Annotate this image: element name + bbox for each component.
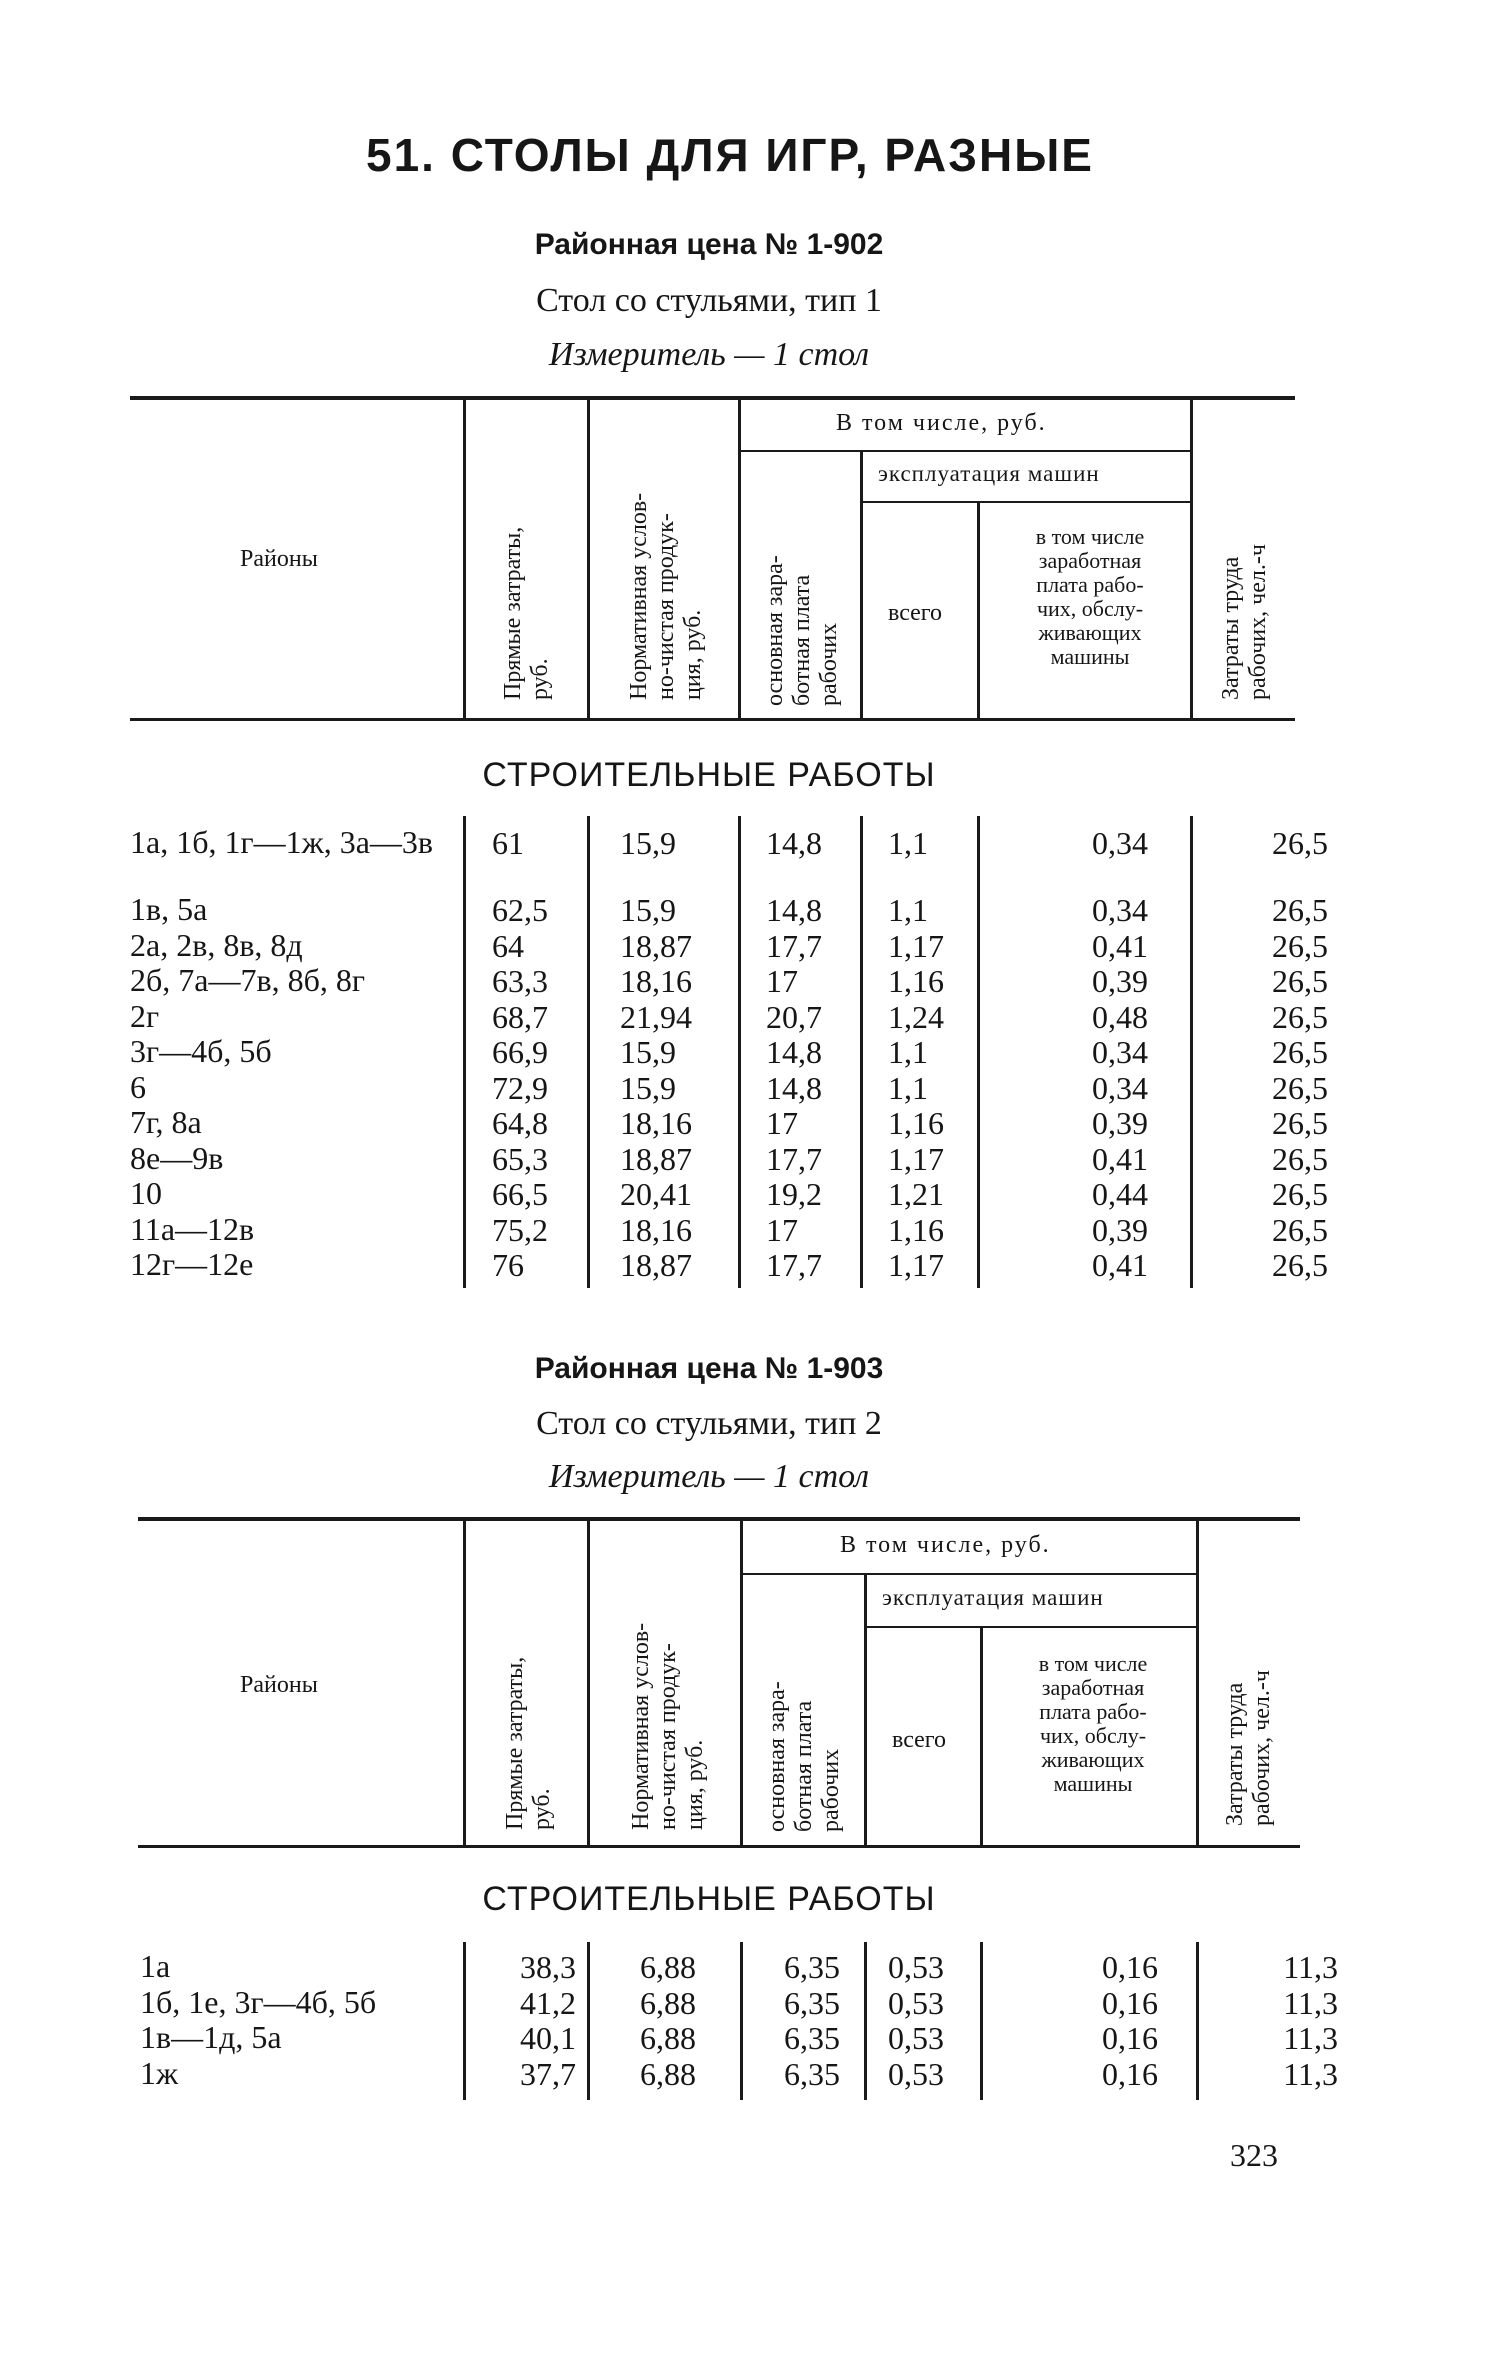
works-title: СТРОИТЕЛЬНЫЕ РАБОТЫ: [482, 756, 936, 794]
cell-machine: 0,53: [888, 2020, 944, 2056]
table-row: [130, 1210, 1330, 1249]
column-divider: [860, 452, 863, 718]
column-divider: [740, 1521, 743, 1845]
cell-direct: 64: [492, 927, 524, 964]
header-direct-costs: Прямые затраты, руб.: [500, 526, 553, 700]
item-subtitle: Стол со стульями, тип 1: [536, 282, 882, 319]
cell-region: 1в, 5а: [130, 891, 208, 927]
column-divider: [463, 1521, 466, 1845]
cell-direct: 38,3: [520, 1949, 576, 1985]
cell-labor: 11,3: [1283, 1984, 1338, 2021]
cell-region: 1б, 1е, 3г—4б, 5б: [140, 1983, 377, 2020]
cell-machine: 1,21: [888, 1176, 944, 1212]
column-divider: [738, 400, 741, 718]
cell-direct: 68,7: [492, 998, 548, 1035]
column-divider: [587, 1521, 590, 1845]
header-labor: Затраты труда рабочих, чел.-ч: [1222, 1670, 1275, 1826]
cell-region: 10: [130, 1175, 162, 1211]
cell-region: 12г—12е: [130, 1246, 254, 1282]
cell-machine-wage: 0,34: [1092, 1069, 1148, 1106]
header-bottom-rule: [138, 1845, 1300, 1848]
cell-labor: 26,5: [1272, 1140, 1328, 1177]
meter-label: Измеритель — 1 стол: [548, 1458, 870, 1495]
cell-base: 17: [766, 963, 798, 999]
table-row: [140, 1950, 1340, 1986]
header-machine-total: всего: [892, 1727, 947, 1753]
cell-direct: 66,5: [492, 1176, 548, 1212]
cell-labor: 26,5: [1272, 927, 1328, 964]
cell-labor: 11,3: [1283, 2055, 1338, 2092]
cell-machine-wage: 0,34: [1092, 825, 1148, 861]
cell-labor: 11,3: [1283, 1949, 1338, 1985]
cell-norm: 6,88: [640, 1984, 696, 2021]
page-number: 323: [1230, 2137, 1278, 2173]
cell-machine: 0,53: [888, 1984, 944, 2021]
cell-labor: 11,3: [1283, 2020, 1338, 2056]
column-divider: [864, 1575, 867, 1845]
works-title: СТРОИТЕЛЬНЫЕ РАБОТЫ: [482, 1880, 936, 1918]
cell-norm: 18,87: [620, 1140, 692, 1177]
header-machine-total: всего: [888, 600, 943, 626]
cell-machine: 1,17: [888, 1247, 944, 1283]
price-title: Районная цена № 1-902: [534, 228, 884, 261]
header-normative-output: Нормативная услов- но-чистая продук- ция, руб.: [626, 492, 706, 700]
cell-machine: 1,16: [888, 963, 944, 999]
header-base-wage: основная зара- ботная плата рабочих: [764, 1681, 844, 1832]
cell-base: 17: [766, 1211, 798, 1248]
cell-machine-wage: 0,41: [1092, 927, 1148, 964]
cell-region: 7г, 8а: [130, 1104, 202, 1140]
cell-norm: 15,9: [620, 1069, 676, 1106]
cell-region: 11а—12в: [130, 1210, 255, 1247]
cell-machine: 1,16: [888, 1211, 944, 1248]
cell-norm: 6,88: [640, 2020, 696, 2056]
meter-label: Измеритель — 1 стол: [548, 336, 870, 373]
column-divider: [463, 400, 466, 718]
header-regions: Районы: [240, 1672, 318, 1698]
header-direct-costs: Прямые затраты, руб.: [502, 1656, 555, 1830]
table-row: [140, 1983, 1340, 2022]
cell-machine: 1,16: [888, 1105, 944, 1141]
table-row: [140, 2021, 1340, 2057]
cell-machine-wage: 0,16: [1102, 2055, 1158, 2092]
cell-norm: 21,94: [620, 998, 692, 1035]
cell-base: 17,7: [766, 1140, 822, 1177]
cell-machine: 1,24: [888, 998, 944, 1035]
cell-direct: 65,3: [492, 1140, 548, 1177]
including-rule: [742, 1573, 1198, 1575]
cell-machine: 1,1: [888, 892, 928, 928]
cell-labor: 26,5: [1272, 1069, 1328, 1106]
header-normative-output: Нормативная услов- но-чистая продук- ция, руб.: [628, 1622, 708, 1830]
cell-machine-wage: 0,39: [1092, 1105, 1148, 1141]
cell-region: 2а, 2в, 8в, 8д: [130, 926, 303, 963]
cell-direct: 64,8: [492, 1105, 548, 1141]
cell-machine-wage: 0,41: [1092, 1140, 1148, 1177]
cell-labor: 26,5: [1272, 1211, 1328, 1248]
cell-machine: 1,1: [888, 1069, 928, 1106]
cell-direct: 63,3: [492, 963, 548, 999]
cell-norm: 15,9: [620, 1034, 676, 1070]
cell-machine-wage: 0,41: [1092, 1247, 1148, 1283]
cell-machine-wage: 0,34: [1092, 892, 1148, 928]
data-rows: [140, 1950, 1340, 2092]
cell-base: 14,8: [766, 1069, 822, 1106]
cell-direct: 62,5: [492, 892, 548, 928]
header-labor: Затраты труда рабочих, чел.-ч: [1218, 544, 1271, 700]
page-title: 51. СТОЛЫ ДЛЯ ИГР, РАЗНЫЕ: [365, 129, 1094, 181]
cell-labor: 26,5: [1272, 1247, 1328, 1283]
cell-base: 17,7: [766, 1247, 822, 1283]
column-divider: [977, 503, 980, 718]
item-subtitle: Стол со стульями, тип 2: [536, 1405, 882, 1442]
cell-machine: 1,17: [888, 1140, 944, 1177]
cell-machine: 1,1: [888, 825, 928, 861]
table-row: [130, 1068, 1330, 1107]
cell-labor: 26,5: [1272, 892, 1328, 928]
header-machine-wage: в том числе заработная плата рабо- чих, обслу- живающих машины: [1038, 1651, 1148, 1796]
cell-machine: 0,53: [888, 2055, 944, 2092]
table-row: [130, 1248, 1330, 1284]
cell-norm: 15,9: [620, 892, 676, 928]
cell-direct: 75,2: [492, 1211, 548, 1248]
header-regions: Районы: [240, 546, 318, 572]
cell-direct: 40,1: [520, 2020, 576, 2056]
cell-region: 8е—9в: [130, 1139, 224, 1176]
table-row: [140, 2054, 1340, 2093]
machine-rule: [866, 1626, 1198, 1628]
cell-region: 3г—4б, 5б: [130, 1033, 272, 1069]
header-machine-operation: эксплуатация машин: [878, 461, 1100, 486]
cell-base: 17: [766, 1105, 798, 1141]
cell-region: 1в—1д, 5а: [140, 2019, 282, 2055]
cell-machine-wage: 0,44: [1092, 1176, 1148, 1212]
cell-direct: 76: [492, 1247, 524, 1283]
table-row: [130, 997, 1330, 1036]
cell-machine: 1,1: [888, 1034, 928, 1070]
cell-machine-wage: 0,16: [1102, 1984, 1158, 2021]
cell-norm: 6,88: [640, 1949, 696, 1985]
header-including: В том числе, руб.: [836, 410, 1047, 436]
cell-labor: 26,5: [1272, 825, 1328, 861]
cell-machine-wage: 0,34: [1092, 1034, 1148, 1070]
cell-base: 6,35: [784, 2020, 840, 2056]
cell-region: 1а, 1б, 1г—1ж, 3а—3в: [130, 824, 434, 860]
table-row: [130, 1106, 1330, 1142]
cell-region: 2г: [130, 997, 160, 1034]
cell-labor: 26,5: [1272, 963, 1328, 999]
machine-rule: [862, 501, 1192, 503]
header-machine-operation: эксплуатация машин: [882, 1585, 1104, 1610]
cell-machine: 1,17: [888, 927, 944, 964]
cell-base: 17,7: [766, 927, 822, 964]
cell-norm: 18,16: [620, 1211, 692, 1248]
header-machine-wage: в том числе заработная плата рабо- чих, обслу- живающих машины: [1035, 524, 1145, 669]
cell-base: 14,8: [766, 1034, 822, 1070]
cell-base: 6,35: [784, 1949, 840, 1985]
header-base-wage: основная зара- ботная плата рабочих: [762, 555, 842, 706]
header-bottom-rule: [130, 718, 1295, 721]
cell-region: 2б, 7а—7в, 8б, 8г: [130, 962, 365, 998]
cell-direct: 37,7: [520, 2055, 576, 2092]
cell-labor: 26,5: [1272, 1034, 1328, 1070]
cell-machine-wage: 0,39: [1092, 1211, 1148, 1248]
table-row: [130, 964, 1330, 1000]
cell-direct: 72,9: [492, 1069, 548, 1106]
cell-base: 20,7: [766, 998, 822, 1035]
table-row: [130, 1139, 1330, 1178]
cell-machine-wage: 0,48: [1092, 998, 1148, 1035]
header-including: В том числе, руб.: [840, 1532, 1051, 1558]
cell-base: 19,2: [766, 1176, 822, 1212]
price-title: Районная цена № 1-903: [534, 1352, 884, 1385]
cell-norm: 6,88: [640, 2055, 696, 2092]
cell-direct: 61: [492, 825, 524, 861]
cell-direct: 41,2: [520, 1984, 576, 2021]
table-top-rule: [138, 1517, 1300, 1521]
cell-norm: 18,87: [620, 1247, 692, 1283]
cell-norm: 15,9: [620, 825, 676, 861]
table-top-rule: [130, 396, 1295, 400]
cell-labor: 26,5: [1272, 1105, 1328, 1141]
cell-direct: 66,9: [492, 1034, 548, 1070]
column-divider: [1190, 400, 1193, 718]
table-row: [130, 826, 1330, 893]
column-divider: [1196, 1521, 1199, 1845]
cell-norm: 18,16: [620, 963, 692, 999]
cell-machine-wage: 0,16: [1102, 1949, 1158, 1985]
cell-base: 14,8: [766, 892, 822, 928]
column-divider: [980, 1628, 983, 1845]
cell-region: 1а: [140, 1948, 171, 1984]
cell-labor: 26,5: [1272, 1176, 1328, 1212]
data-rows: [130, 826, 1330, 1284]
column-divider: [587, 400, 590, 718]
table-row: [130, 893, 1330, 929]
cell-machine-wage: 0,39: [1092, 963, 1148, 999]
cell-region: 6: [130, 1068, 146, 1105]
cell-base: 6,35: [784, 2055, 840, 2092]
including-rule: [740, 450, 1192, 452]
table-row: [130, 1177, 1330, 1213]
table-row: [130, 926, 1330, 965]
table-row: [130, 1035, 1330, 1071]
cell-machine: 0,53: [888, 1949, 944, 1985]
cell-region: 1ж: [140, 2054, 179, 2091]
cell-norm: 20,41: [620, 1176, 692, 1212]
cell-norm: 18,16: [620, 1105, 692, 1141]
cell-machine-wage: 0,16: [1102, 2020, 1158, 2056]
cell-base: 14,8: [766, 825, 822, 861]
cell-norm: 18,87: [620, 927, 692, 964]
cell-labor: 26,5: [1272, 998, 1328, 1035]
cell-base: 6,35: [784, 1984, 840, 2021]
